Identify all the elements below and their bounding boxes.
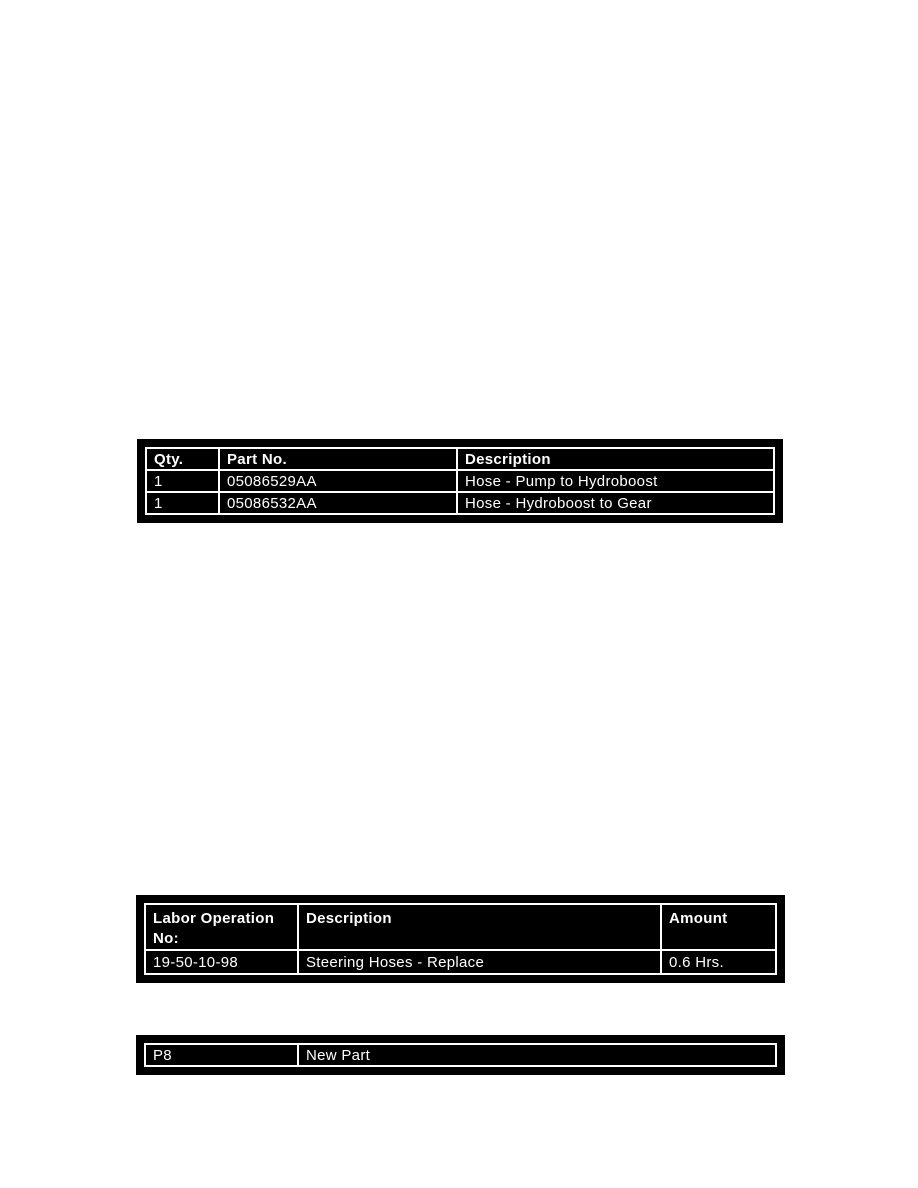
labor-table-description-cell: Steering Hoses - Replace — [299, 951, 660, 973]
code-table-grid — [144, 1043, 777, 1067]
parts-table-header-qty: Qty. — [147, 449, 218, 469]
labor-table-header-amount: Amount — [662, 905, 775, 949]
code-table-description-cell: New Part — [299, 1045, 775, 1065]
labor-table-header-description: Description — [299, 905, 660, 949]
parts-table-part-no-cell: 05086529AA — [220, 471, 456, 491]
labor-table-grid — [144, 903, 777, 975]
parts-table-grid — [145, 447, 775, 515]
labor-table-amount-cell: 0.6 Hrs. — [662, 951, 775, 973]
parts-table — [137, 439, 783, 523]
parts-table-description-cell: Hose - Hydroboost to Gear — [458, 493, 773, 513]
parts-table-description-cell: Hose - Pump to Hydroboost — [458, 471, 773, 491]
labor-table — [136, 895, 785, 983]
code-table — [136, 1035, 785, 1075]
parts-table-part-no-cell: 05086532AA — [220, 493, 456, 513]
code-table-code-cell: P8 — [146, 1045, 297, 1065]
parts-table-header-part-no: Part No. — [220, 449, 456, 469]
parts-table-header-description: Description — [458, 449, 773, 469]
parts-table-qty-cell: 1 — [147, 493, 218, 513]
labor-table-operation-no-cell: 19-50-10-98 — [146, 951, 297, 973]
labor-table-header-operation-no: Labor Operation No: — [146, 905, 297, 949]
parts-table-qty-cell: 1 — [147, 471, 218, 491]
